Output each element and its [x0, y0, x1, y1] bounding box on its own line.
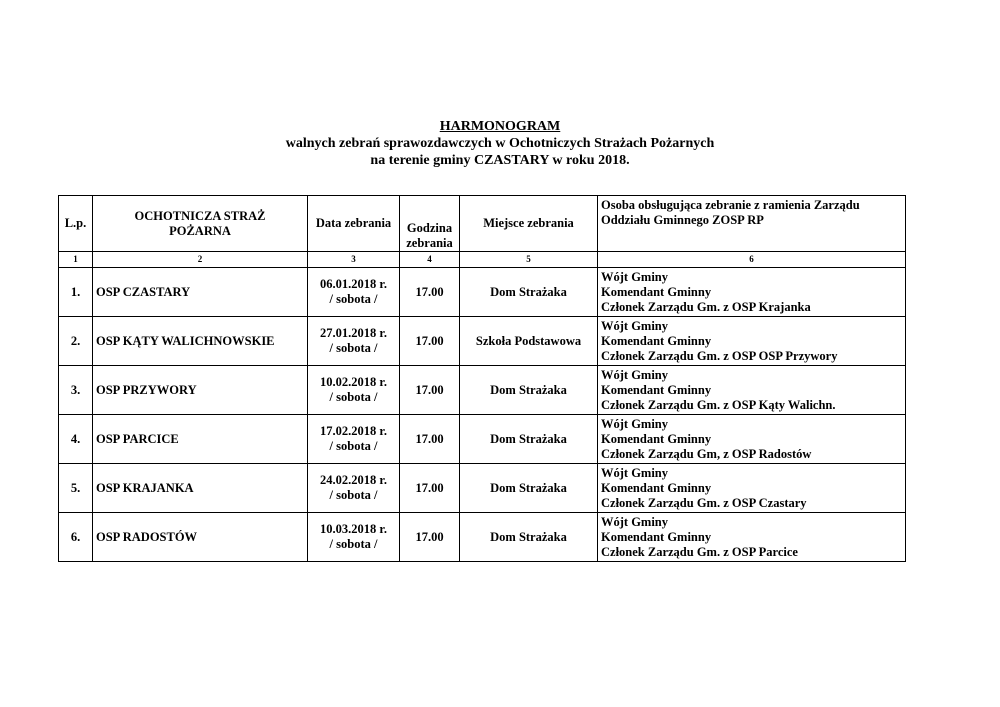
title-subtitle: walnych zebrań sprawozdawczych w Ochotniczych Strażach Pożarnych: [285, 136, 715, 151]
header-row: [59, 196, 906, 252]
person-line: Członek Zarządu Gm. z OSP OSP Przywory: [601, 348, 838, 363]
header-time: [400, 196, 460, 252]
col-number: 2: [93, 252, 308, 268]
person-line: Wójt Gminy: [601, 465, 669, 480]
cell-osp: OSP CZASTARY: [93, 268, 308, 317]
day-value: / sobota /: [329, 341, 378, 355]
cell-place: Dom Strażaka: [460, 513, 598, 562]
date-value: 10.03.2018 r.: [320, 522, 387, 536]
person-line: Członek Zarządu Gm. z OSP Krajanka: [601, 299, 811, 314]
day-value: / sobota /: [329, 439, 378, 453]
day-value: / sobota /: [329, 488, 378, 502]
person-line: Wójt Gminy: [601, 367, 669, 382]
cell-lp: 3.: [59, 366, 93, 415]
table-row: [59, 366, 906, 415]
title-subtitle-2: na terenie gminy CZASTARY w roku 2018.: [370, 153, 630, 168]
cell-time: 17.00: [400, 415, 460, 464]
cell-osp: OSP PRZYWORY: [93, 366, 308, 415]
person-line: Wójt Gminy: [601, 318, 669, 333]
day-value: / sobota /: [329, 537, 378, 551]
header-person-line1: Osoba obsługująca zebranie z ramienia Zarządu: [601, 198, 860, 212]
day-value: / sobota /: [329, 292, 378, 306]
person-line: Wójt Gminy: [601, 269, 669, 284]
cell-time: 17.00: [400, 513, 460, 562]
header-place: Miejsce zebrania: [460, 196, 598, 252]
cell-date: [308, 268, 400, 317]
cell-lp: 5.: [59, 464, 93, 513]
date-value: 17.02.2018 r.: [320, 424, 387, 438]
header-time-line1: Godzina: [406, 221, 453, 235]
day-value: / sobota /: [329, 390, 378, 404]
table-row: [59, 268, 906, 317]
col-number: 6: [598, 252, 906, 268]
person-line: Członek Zarządu Gm. z OSP Czastary: [601, 495, 807, 510]
header-lp: L.p.: [59, 196, 93, 252]
cell-place: Dom Strażaka: [460, 464, 598, 513]
document-title: [0, 118, 1000, 169]
cell-place: Szkoła Podstawowa: [460, 317, 598, 366]
cell-time: 17.00: [400, 366, 460, 415]
person-line: Wójt Gminy: [601, 514, 669, 529]
cell-time: 17.00: [400, 268, 460, 317]
header-person-line2: Oddziału Gminnego ZOSP RP: [601, 213, 764, 227]
schedule-table: [58, 195, 906, 562]
date-value: 06.01.2018 r.: [320, 277, 387, 291]
person-line: Komendant Gminny: [601, 480, 712, 495]
cell-osp: OSP PARCICE: [93, 415, 308, 464]
table-row: [59, 317, 906, 366]
header-person: [598, 196, 906, 252]
person-line: Wójt Gminy: [601, 416, 669, 431]
cell-lp: 2.: [59, 317, 93, 366]
col-number: 4: [400, 252, 460, 268]
table-row: [59, 464, 906, 513]
cell-lp: 6.: [59, 513, 93, 562]
person-line: Członek Zarządu Gm. z OSP Parcice: [601, 544, 798, 559]
cell-person: [598, 268, 906, 317]
col-number: 1: [59, 252, 93, 268]
cell-osp: OSP KRAJANKA: [93, 464, 308, 513]
cell-date: [308, 317, 400, 366]
cell-person: [598, 464, 906, 513]
cell-place: Dom Strażaka: [460, 268, 598, 317]
date-value: 24.02.2018 r.: [320, 473, 387, 487]
col-number: 3: [308, 252, 400, 268]
person-line: Komendant Gminny: [601, 431, 712, 446]
header-osp: [93, 196, 308, 252]
column-number-row: [59, 252, 906, 268]
date-value: 27.01.2018 r.: [320, 326, 387, 340]
cell-date: [308, 366, 400, 415]
person-line: Komendant Gminny: [601, 529, 712, 544]
person-line: Komendant Gminny: [601, 284, 712, 299]
header-time-line2: zebrania: [406, 236, 453, 250]
col-number: 5: [460, 252, 598, 268]
cell-osp: OSP RADOSTÓW: [93, 513, 308, 562]
person-line: Komendant Gminny: [601, 333, 712, 348]
cell-person: [598, 317, 906, 366]
cell-place: Dom Strażaka: [460, 415, 598, 464]
cell-person: [598, 513, 906, 562]
cell-date: [308, 415, 400, 464]
table-row: [59, 415, 906, 464]
table-row: [59, 513, 906, 562]
cell-person: [598, 366, 906, 415]
cell-date: [308, 513, 400, 562]
cell-place: Dom Strażaka: [460, 366, 598, 415]
title-main: HARMONOGRAM: [439, 119, 561, 134]
cell-date: [308, 464, 400, 513]
header-date: Data zebrania: [308, 196, 400, 252]
person-line: Członek Zarządu Gm. z OSP Kąty Walichn.: [601, 397, 836, 412]
header-osp-line2: POŻARNA: [169, 223, 231, 238]
cell-time: 17.00: [400, 464, 460, 513]
date-value: 10.02.2018 r.: [320, 375, 387, 389]
cell-time: 17.00: [400, 317, 460, 366]
cell-lp: 4.: [59, 415, 93, 464]
cell-person: [598, 415, 906, 464]
cell-osp: OSP KĄTY WALICHNOWSKIE: [93, 317, 308, 366]
person-line: Komendant Gminny: [601, 382, 712, 397]
header-osp-line1: OCHOTNICZA STRAŻ: [134, 208, 266, 223]
person-line: Członek Zarządu Gm, z OSP Radostów: [601, 446, 812, 461]
cell-lp: 1.: [59, 268, 93, 317]
